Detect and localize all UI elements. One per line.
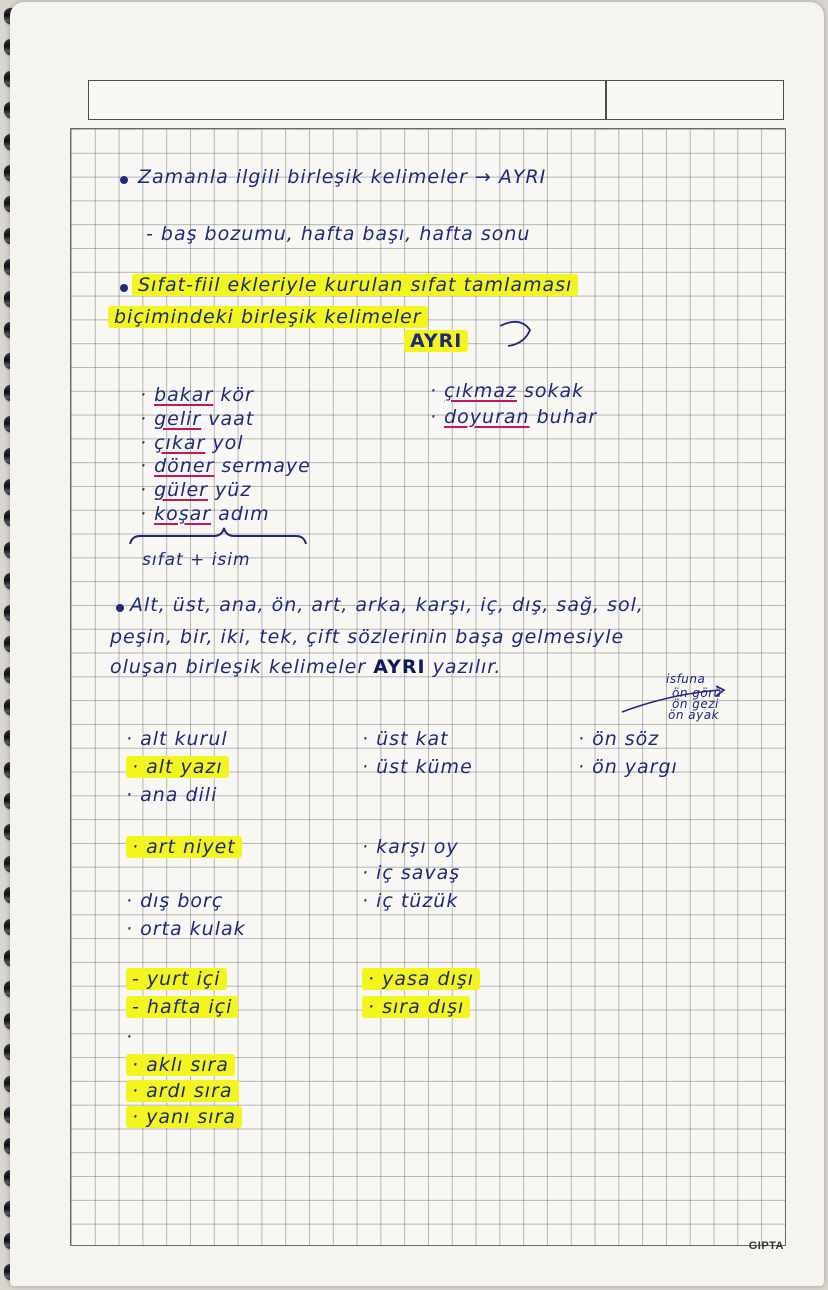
list-item-adjective: çıkmaz — [444, 380, 517, 402]
section2-formula: sıfat + isim — [142, 550, 251, 570]
list-item: · alt yazı — [126, 756, 229, 778]
section3-line2: peşin, bir, iki, tek, çift sözlerinin başa gelmesiyle — [110, 626, 625, 648]
list-dot: · — [140, 479, 155, 502]
bullet-section-3 — [116, 604, 124, 612]
list-dot: · — [430, 406, 445, 428]
list-dot: · — [140, 455, 155, 478]
section3-line1: Alt, üst, ana, ön, art, arka, karşı, iç, dış, sağ, sol, — [130, 594, 644, 616]
list-dot: · — [140, 384, 155, 406]
side-note-line: ön gezi — [672, 697, 719, 711]
section2-heading-line2: biçimindeki birleşik kelimeler — [108, 306, 428, 328]
side-note-line: ön ayak — [668, 708, 720, 722]
list-dot: · — [430, 380, 445, 402]
list-item: · art niyet — [126, 836, 242, 858]
section3-line3-ayri: AYRI — [373, 656, 426, 678]
list-item-adjective: döner — [154, 455, 215, 478]
list-dot: · — [140, 407, 155, 430]
side-note-line: isfuna — [666, 672, 706, 686]
section3-line3 — [110, 656, 501, 678]
section1-example: - baş bozumu, hafta başı, hafta sonu — [146, 223, 531, 245]
list-item: · üst küme — [362, 756, 473, 778]
list-item: · ardı sıra — [126, 1080, 239, 1102]
list-item: · — [126, 1026, 134, 1048]
list-dot: · — [140, 431, 155, 454]
list-item-adjective: doyuran — [444, 406, 530, 428]
section1-heading: Zamanla ilgili birleşik kelimeler → AYRI — [138, 166, 547, 188]
list-item: · iç savaş — [362, 862, 461, 884]
list-item: · orta kulak — [126, 918, 246, 940]
list-item-adjective: gelir — [154, 407, 202, 430]
list-item: · alt kurul — [126, 728, 228, 750]
list-item: · ana dili — [126, 784, 218, 806]
list-item: - hafta içi — [126, 996, 238, 1018]
list-item: · yasa dışı — [362, 968, 480, 990]
brand-logo: GIPTA — [748, 1240, 784, 1252]
list-item: · dış borç — [126, 890, 224, 912]
list-item-adjective: koşar — [154, 503, 212, 525]
list-item-noun: sermaye — [221, 455, 311, 478]
section3-line3-pre: oluşan birleşik kelimeler — [110, 656, 367, 678]
list-item: - yurt içi — [126, 968, 227, 990]
list-item: · iç tüzük — [362, 890, 459, 912]
list-item: · aklı sıra — [126, 1054, 235, 1076]
list-item-noun: sokak — [524, 380, 585, 402]
list-item-adjective: bakar — [154, 384, 214, 406]
list-item-noun: buhar — [536, 406, 598, 428]
list-item: · ön yargı — [578, 756, 678, 778]
side-note-line: ön görü — [672, 686, 722, 700]
list-item-noun: adım — [218, 503, 270, 525]
list-item-adjective: güler — [154, 479, 208, 502]
list-item: · yanı sıra — [126, 1106, 242, 1128]
section2-result: AYRI — [404, 330, 468, 352]
list-item-noun: kör — [220, 384, 254, 406]
list-dot: · — [140, 503, 155, 525]
list-item: · karşı oy — [362, 836, 459, 858]
section2-heading-line1: Sıfat-fiil ekleriyle kurulan sıfat tamlaması — [132, 274, 578, 296]
section3-line3-post: yazılır. — [432, 656, 502, 678]
list-item-noun: yol — [212, 431, 244, 454]
list-item: · sıra dışı — [362, 996, 470, 1018]
list-item: · ön söz — [578, 728, 660, 750]
list-item-noun: vaat — [208, 407, 255, 430]
list-item: · üst kat — [362, 728, 449, 750]
list-item-noun: yüz — [215, 479, 252, 502]
list-item-adjective: çıkar — [154, 431, 206, 454]
